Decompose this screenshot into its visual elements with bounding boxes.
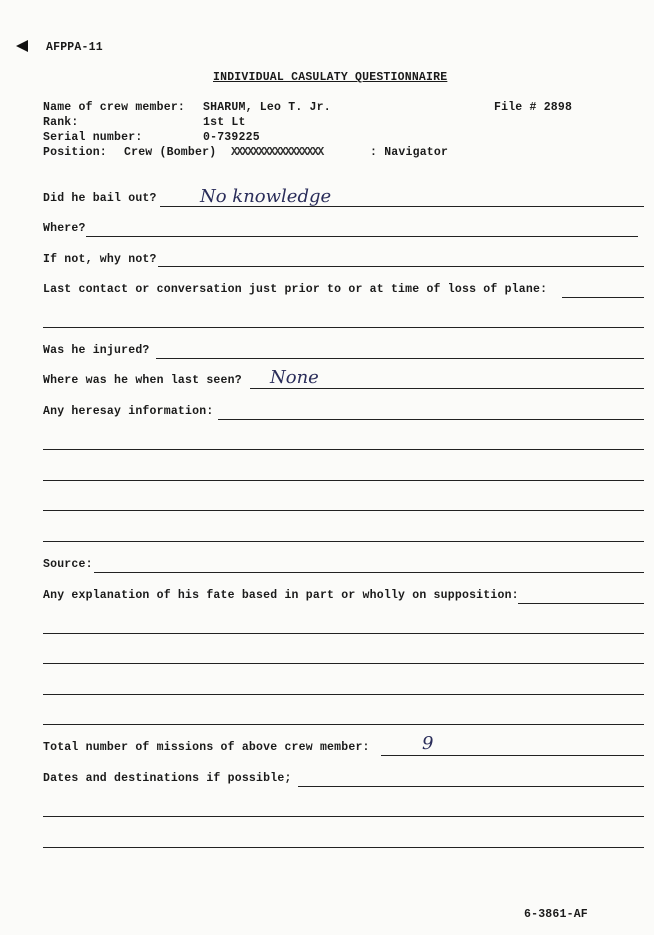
explanation-line-3 [43,663,644,664]
bail-out-answer: No knowledge [200,186,332,207]
form-id: AFPPA-11 [46,41,103,54]
missions-label: Total number of missions of above crew member: [43,741,370,754]
last-contact-line-2 [43,327,644,328]
where-label: Where? [43,222,86,235]
form-number: 6-3861-AF [524,908,588,921]
dates-line-3 [43,847,644,848]
position-value: Crew (Bomber) [124,146,217,159]
position-label: Position: [43,146,107,159]
heresay-line-5 [43,541,644,542]
redacted-text: XXXXXXXXXXXXXXXXX [231,146,323,159]
rank-value: 1st Lt [203,116,246,129]
if-not-label: If not, why not? [43,253,157,266]
heresay-line-2 [43,449,644,450]
explanation-label: Any explanation of his fate based in part or wholly on supposition: [43,589,519,602]
dates-line-2 [43,816,644,817]
dates-line [298,786,644,787]
dates-label: Dates and destinations if possible; [43,772,292,785]
last-contact-line [562,297,644,298]
explanation-line-5 [43,724,644,725]
heresay-line-3 [43,480,644,481]
heresay-label: Any heresay information: [43,405,214,418]
bail-out-label: Did he bail out? [43,192,157,205]
last-contact-label: Last contact or conversation just prior to or at time of loss of plane: [43,283,548,296]
serial-label: Serial number: [43,131,143,144]
injured-line [156,358,644,359]
missions-answer: 9 [422,733,434,754]
where-line [86,236,638,237]
file-number: File # 2898 [494,101,573,114]
last-seen-line [250,388,644,389]
last-seen-label: Where was he when last seen? [43,374,242,387]
page-title: INDIVIDUAL CASULATY QUESTIONNAIRE [213,71,448,84]
last-seen-answer: None [270,367,319,388]
explanation-line-4 [43,694,644,695]
source-line [94,572,644,573]
if-not-line [158,266,644,267]
injured-label: Was he injured? [43,344,150,357]
position-role: : Navigator [370,146,449,159]
name-label: Name of crew member: [43,101,186,114]
explanation-line-2 [43,633,644,634]
arrow-mark-icon [16,40,28,52]
rank-label: Rank: [43,116,79,129]
explanation-line [518,603,644,604]
heresay-line [218,419,644,420]
serial-value: 0-739225 [203,131,260,144]
heresay-line-4 [43,510,644,511]
missions-line [381,755,644,756]
source-label: Source: [43,558,93,571]
name-value: SHARUM, Leo T. Jr. [203,101,331,114]
